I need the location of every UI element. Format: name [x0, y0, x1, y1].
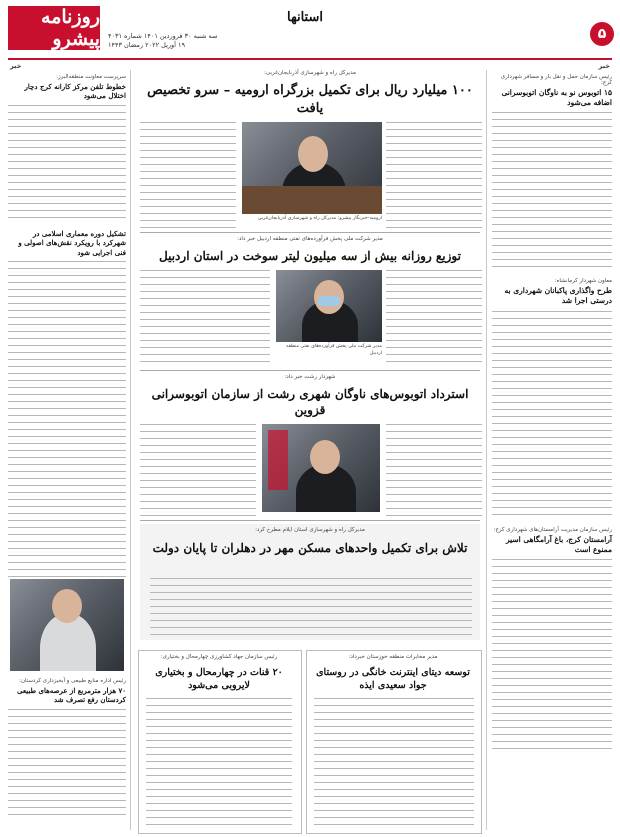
right-column — [492, 74, 612, 754]
column-divider-right — [486, 70, 487, 830]
right-headline-2: طرح واگذاری پاکبانان شهرداری به درستی اجرا شد — [504, 286, 612, 306]
left-column — [8, 74, 126, 581]
left-article-1-body — [8, 105, 126, 223]
main-headline-6: ۲۰ قنات در چهارمحال و بختیاری لایروبی می‌شود — [155, 667, 283, 691]
story-1-caption: ارومیه-خبرنگار پیشرو: مدیرکل راه و شهرسازی آذربایجان‌غربی — [257, 216, 382, 221]
right-article-1-body — [492, 112, 612, 272]
column-divider-left — [130, 70, 131, 830]
story-3-body-right — [386, 424, 482, 516]
page-number: ۵ — [590, 22, 614, 46]
right-kicker-2: معاون شهردار کرمانشاه: — [554, 278, 612, 285]
tag-right: خبر — [598, 62, 610, 70]
story-2-divider — [140, 370, 480, 371]
story-1-body-left — [140, 122, 236, 228]
story-2-caption: مدیر شرکت ملی پخش فرآورده‌های نفتی منطقه اردبیل — [285, 344, 382, 356]
main-headline-1: ۱۰۰ میلیارد ریال برای تکمیل بزرگراه ارومیه – سرو تخصیص یافت — [147, 83, 473, 116]
newspaper-logo: روزنامه پیشرو — [8, 6, 100, 50]
story-2-body-right — [386, 270, 482, 366]
story-2-photo — [276, 270, 382, 342]
left-kicker-1: سرپرست معاونت منطقه‌البرز: — [56, 74, 126, 80]
main-headline-3: استرداد اتوبوس‌های ناوگان شهری رشت از سازمان اتوبوسرانی قزوین — [151, 387, 469, 417]
story-6-body — [146, 698, 292, 826]
story-1-body-right — [386, 122, 482, 228]
story-3-body-left — [140, 424, 256, 516]
date-line-2: ۱۹ آوریل ۲۰۲۲ رمضان ۱۴۴۳ — [108, 41, 186, 49]
story-4-body — [150, 578, 472, 636]
left-kicker-3: رئیس اداره منابع طبیعی و آبخیزداری کردستان: — [19, 678, 126, 684]
date-line-1: سه شنبه ۳۰ فروردین ۱۴۰۱ شماره ۴۰۳۱ — [108, 32, 218, 40]
section-title: استانها — [287, 10, 323, 25]
right-article-3-body — [492, 559, 612, 754]
left-article-3-body — [8, 709, 126, 821]
right-headline-3: آرامستان کرج، باغ آرامگاهی اسیر ممنوع است — [505, 534, 612, 554]
left-article-2-body — [8, 261, 126, 581]
left-headline-3: ۷۰ هزار مترمربع از عرصه‌های طبیعی کردستان رفع تصرف شد — [17, 686, 126, 705]
tag-left: خبر — [10, 62, 22, 70]
page-header — [0, 0, 620, 58]
story-1-divider — [140, 232, 480, 233]
main-kicker-6: رئیس سازمان جهاد کشاورزی چهارمحال و بختیاری: — [160, 654, 278, 660]
right-headline-1: ۱۵ اتوبوس نو به ناوگان اتوبوسرانی اضافه می‌شود — [501, 88, 612, 108]
story-3-divider — [140, 520, 480, 521]
left-photo — [10, 579, 124, 671]
main-kicker-5: مدیر مخابرات منطقه خوزستان خبرداد: — [348, 654, 438, 660]
story-5-body — [314, 698, 474, 826]
main-headline-4: تلاش برای تکمیل واحدهای مسکن مهر در دهلران تا پایان دولت — [152, 541, 468, 555]
header-rule — [8, 58, 612, 60]
left-headline-2: تشکیل دوره معماری اسلامی در شهرکرد با رویکرد نقش‌های اصولی و فنی اجرایی شود — [18, 228, 126, 257]
right-kicker-1: رئیس سازمان حمل و نقل بار و مسافر شهرداری کرج: — [500, 74, 612, 86]
left-column-bottom — [8, 678, 126, 821]
right-article-2-body — [492, 311, 612, 521]
story-1-photo — [242, 122, 382, 214]
main-headline-2: توزیع روزانه بیش از سه میلیون لیتر سوخت در استان اردبیل — [159, 249, 461, 263]
left-headline-1: خطوط تلفن مرکز کارانه کرج دچار اختلال می‌شود — [24, 82, 126, 101]
right-kicker-3: رئیس سازمان مدیریت آرامستان‌های شهرداری کرج: — [493, 526, 612, 533]
story-3-photo — [262, 424, 380, 512]
main-kicker-3: شهردار رشت خبر داد: — [284, 374, 336, 380]
main-headline-5: توسعه دیتای اینترنت خانگی در روستای جواد سعیدی ایذه — [316, 667, 470, 691]
story-2-body-left — [140, 270, 270, 366]
main-kicker-1: مدیرکل راه و شهرسازی آذربایجان‌غربی: — [264, 70, 356, 76]
main-kicker-2: مدیر شرکت ملی پخش فرآورده‌های نفتی منطقه اردبیل خبر داد: — [237, 236, 383, 242]
main-kicker-4: مدیرکل راه و شهرسازی استان ایلام مطرح کرد: — [255, 527, 365, 533]
